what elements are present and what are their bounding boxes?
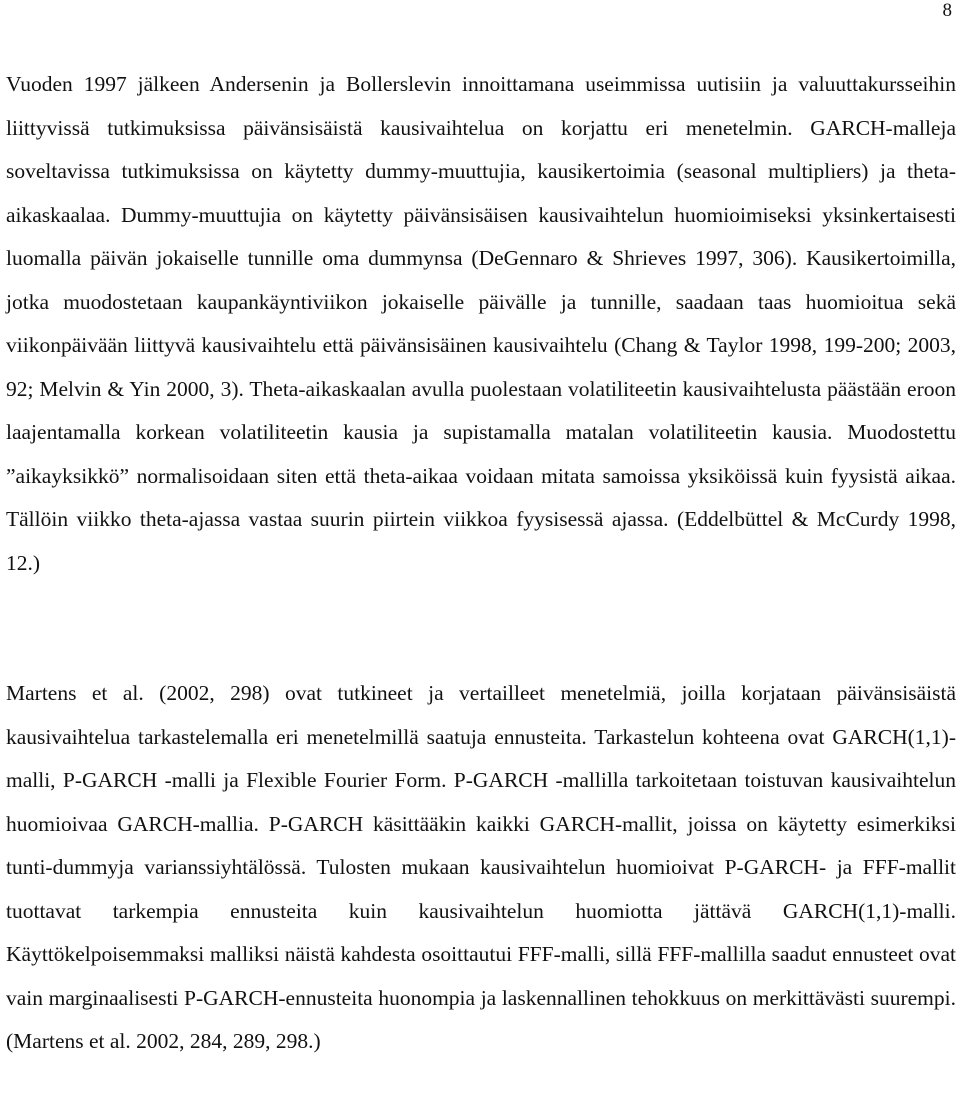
page-number: 8: [942, 0, 952, 21]
body-paragraph-1: Vuoden 1997 jälkeen Andersenin ja Bollerslevin innoittamana useimmissa uutisiin ja valuuttakursseihin liittyvissä tutkimuksissa päivänsisäistä kausivaihtelua on korjattu eri menetelmin. GARCH-malleja soveltavissa tutkimuksissa on käytetty dummy-muuttujia, kausikertoimia (seasonal multipliers) ja theta-aikaskaalaa. Dummy-muuttujia on käytetty päivänsisäisen kausivaihtelun huomioimiseksi yksinkertaisesti luomalla päivän jokaiselle tunnille oma dummynsa (DeGennaro & Shrieves 1997, 306). Kausikertoimilla, jotka muodostetaan kaupankäyntiviikon jokaiselle päivälle ja tunnille, saadaan taas huomioitua sekä viikonpäivään liittyvä kausivaihtelu että päivänsisäinen kausivaihtelu (Chang & Taylor 1998, 199-200; 2003, 92; Melvin & Yin 2000, 3). Theta-aikaskaalan avulla puolestaan volatiliteetin kausivaihtelusta päästään eroon laajentamalla korkean volatiliteetin kausia ja supistamalla matalan volatiliteetin kausia. Muodostettu ”aikayksikkö” normalisoidaan siten että theta-aikaa voidaan mitata samoissa yksiköissä kuin fyysistä aikaa. Tällöin viikko theta-ajassa vastaa suurin piirtein viikkoa fyysisessä ajassa. (Eddelbüttel & McCurdy 1998, 12.): [6, 72, 956, 575]
body-paragraph-2: Martens et al. (2002, 298) ovat tutkineet ja vertailleet menetelmiä, joilla korjataan päivänsisäistä kausivaihtelua tarkastelemalla eri menetelmillä saatuja ennusteita. Tarkastelun kohteena ovat GARCH(1,1)-malli, P-GARCH -malli ja Flexible Fourier Form. P-GARCH -mallilla tarkoitetaan toistuvan kausivaihtelun huomioivaa GARCH-mallia. P-GARCH käsittääkin kaikki GARCH-mallit, joissa on käytetty esimerkiksi tunti-dummyja varianssiyhtälössä. Tulosten mukaan kausivaihtelun huomioivat P-GARCH- ja FFF-mallit tuottavat tarkempia ennusteita kuin kausivaihtelun huomiotta jättävä GARCH(1,1)-malli. Käyttökelpoisemmaksi malliksi näistä kahdesta osoittautui FFF-malli, sillä FFF-mallilla saadut ennusteet ovat vain marginaalisesti P-GARCH-ennusteita huonompia ja laskennallinen tehokkuus on merkittävästi suurempi. (Martens et al. 2002, 284, 289, 298.): [6, 681, 956, 1053]
